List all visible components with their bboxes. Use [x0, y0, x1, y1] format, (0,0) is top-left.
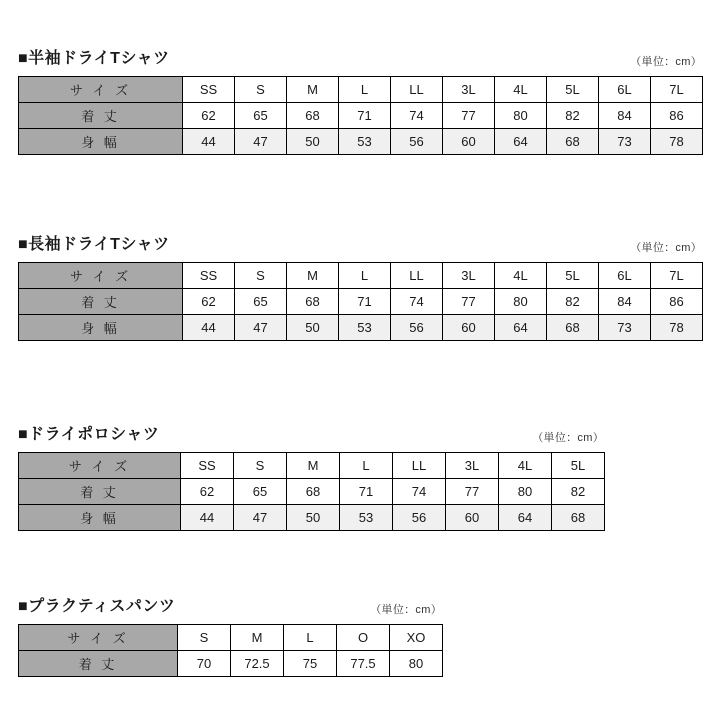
table-cell: 73	[599, 129, 651, 155]
table-cell: 65	[235, 289, 287, 315]
row-label: 身 幅	[19, 315, 183, 341]
table-row	[19, 505, 605, 531]
unit-note: （単位：cm）	[630, 56, 702, 68]
column-header: SS	[181, 453, 234, 479]
column-header: M	[287, 263, 339, 289]
table-cell: 64	[495, 315, 547, 341]
column-header: LL	[391, 77, 443, 103]
column-header: XO	[390, 625, 443, 651]
table-cell: 80	[495, 103, 547, 129]
table-row	[19, 651, 443, 677]
row-label: 着 丈	[19, 651, 178, 677]
table-row	[19, 315, 703, 341]
column-header: LL	[391, 263, 443, 289]
table-cell: 64	[495, 129, 547, 155]
table-cell: 68	[547, 129, 599, 155]
table-header-row	[19, 77, 703, 103]
column-header: 4L	[499, 453, 552, 479]
size-table-section-practice-pants	[18, 596, 702, 677]
column-header: 7L	[651, 263, 703, 289]
table-cell: 80	[499, 479, 552, 505]
column-header: L	[339, 77, 391, 103]
table-row	[19, 289, 703, 315]
column-header: LL	[393, 453, 446, 479]
table-cell: 68	[547, 315, 599, 341]
section-title: ■プラクティスパンツ	[18, 598, 176, 615]
size-table-section-dry-polo-shirt	[18, 424, 702, 531]
table-cell: 74	[391, 289, 443, 315]
table-cell: 53	[340, 505, 393, 531]
table-cell: 68	[287, 289, 339, 315]
section-header	[18, 596, 702, 618]
size-table-section-long-sleeve-dry-tshirt	[18, 234, 702, 341]
column-header: 3L	[443, 263, 495, 289]
unit-note: （単位：cm）	[370, 604, 442, 616]
column-header: SS	[183, 263, 235, 289]
column-header: 4L	[495, 263, 547, 289]
row-label: 着 丈	[19, 479, 181, 505]
column-header: S	[178, 625, 231, 651]
table-cell: 56	[391, 129, 443, 155]
table-cell: 84	[599, 103, 651, 129]
row-label: 身 幅	[19, 505, 181, 531]
column-header: 6L	[599, 77, 651, 103]
section-header	[18, 234, 702, 256]
table-cell: 77	[443, 103, 495, 129]
column-header: SS	[183, 77, 235, 103]
row-label: 着 丈	[19, 289, 183, 315]
table-cell: 68	[552, 505, 605, 531]
section-title: ■長袖ドライTシャツ	[18, 236, 170, 253]
table-cell: 71	[339, 289, 391, 315]
table-row	[19, 479, 605, 505]
table-cell: 68	[287, 479, 340, 505]
table-cell: 86	[651, 103, 703, 129]
table-header-row	[19, 625, 443, 651]
section-title: ■半袖ドライTシャツ	[18, 50, 170, 67]
column-header: 5L	[547, 263, 599, 289]
column-header: 4L	[495, 77, 547, 103]
header-size-label: サ イ ズ	[19, 453, 181, 479]
column-header: S	[235, 263, 287, 289]
table-cell: 74	[393, 479, 446, 505]
table-cell: 47	[234, 505, 287, 531]
column-header: S	[234, 453, 287, 479]
table-cell: 47	[235, 315, 287, 341]
table-cell: 71	[339, 103, 391, 129]
column-header: O	[337, 625, 390, 651]
table-cell: 80	[495, 289, 547, 315]
row-label: 着 丈	[19, 103, 183, 129]
column-header: S	[235, 77, 287, 103]
table-cell: 84	[599, 289, 651, 315]
size-table	[18, 452, 605, 531]
table-cell: 44	[181, 505, 234, 531]
table-header-row	[19, 263, 703, 289]
table-cell: 62	[181, 479, 234, 505]
table-row	[19, 129, 703, 155]
column-header: 3L	[443, 77, 495, 103]
table-cell: 50	[287, 505, 340, 531]
table-cell: 77.5	[337, 651, 390, 677]
table-cell: 60	[446, 505, 499, 531]
table-cell: 53	[339, 129, 391, 155]
unit-note: （単位：cm）	[630, 242, 702, 254]
table-cell: 53	[339, 315, 391, 341]
table-cell: 86	[651, 289, 703, 315]
table-cell: 71	[340, 479, 393, 505]
column-header: 5L	[547, 77, 599, 103]
table-cell: 60	[443, 129, 495, 155]
table-cell: 74	[391, 103, 443, 129]
table-cell: 56	[391, 315, 443, 341]
header-size-label: サ イ ズ	[19, 263, 183, 289]
table-cell: 56	[393, 505, 446, 531]
table-cell: 82	[552, 479, 605, 505]
column-header: M	[287, 77, 339, 103]
table-cell: 60	[443, 315, 495, 341]
table-cell: 65	[235, 103, 287, 129]
table-cell: 75	[284, 651, 337, 677]
table-header-row	[19, 453, 605, 479]
column-header: L	[339, 263, 391, 289]
table-cell: 82	[547, 289, 599, 315]
table-cell: 62	[183, 289, 235, 315]
unit-note: （単位：cm）	[532, 432, 604, 444]
table-cell: 78	[651, 129, 703, 155]
table-cell: 77	[446, 479, 499, 505]
size-table-section-half-sleeve-dry-tshirt	[18, 48, 702, 155]
table-cell: 44	[183, 129, 235, 155]
section-header	[18, 48, 702, 70]
table-cell: 77	[443, 289, 495, 315]
table-cell: 72.5	[231, 651, 284, 677]
table-row	[19, 103, 703, 129]
header-size-label: サ イ ズ	[19, 77, 183, 103]
size-table	[18, 76, 703, 155]
table-cell: 64	[499, 505, 552, 531]
column-header: M	[231, 625, 284, 651]
size-table	[18, 262, 703, 341]
column-header: L	[284, 625, 337, 651]
column-header: 7L	[651, 77, 703, 103]
table-cell: 62	[183, 103, 235, 129]
table-cell: 78	[651, 315, 703, 341]
column-header: L	[340, 453, 393, 479]
table-cell: 44	[183, 315, 235, 341]
size-table	[18, 624, 443, 677]
table-cell: 82	[547, 103, 599, 129]
table-cell: 68	[287, 103, 339, 129]
table-cell: 50	[287, 129, 339, 155]
column-header: 5L	[552, 453, 605, 479]
section-header	[18, 424, 702, 446]
table-cell: 80	[390, 651, 443, 677]
table-cell: 70	[178, 651, 231, 677]
table-cell: 50	[287, 315, 339, 341]
section-title: ■ドライポロシャツ	[18, 426, 160, 443]
table-cell: 73	[599, 315, 651, 341]
table-cell: 65	[234, 479, 287, 505]
header-size-label: サ イ ズ	[19, 625, 178, 651]
column-header: 6L	[599, 263, 651, 289]
column-header: M	[287, 453, 340, 479]
table-cell: 47	[235, 129, 287, 155]
column-header: 3L	[446, 453, 499, 479]
row-label: 身 幅	[19, 129, 183, 155]
